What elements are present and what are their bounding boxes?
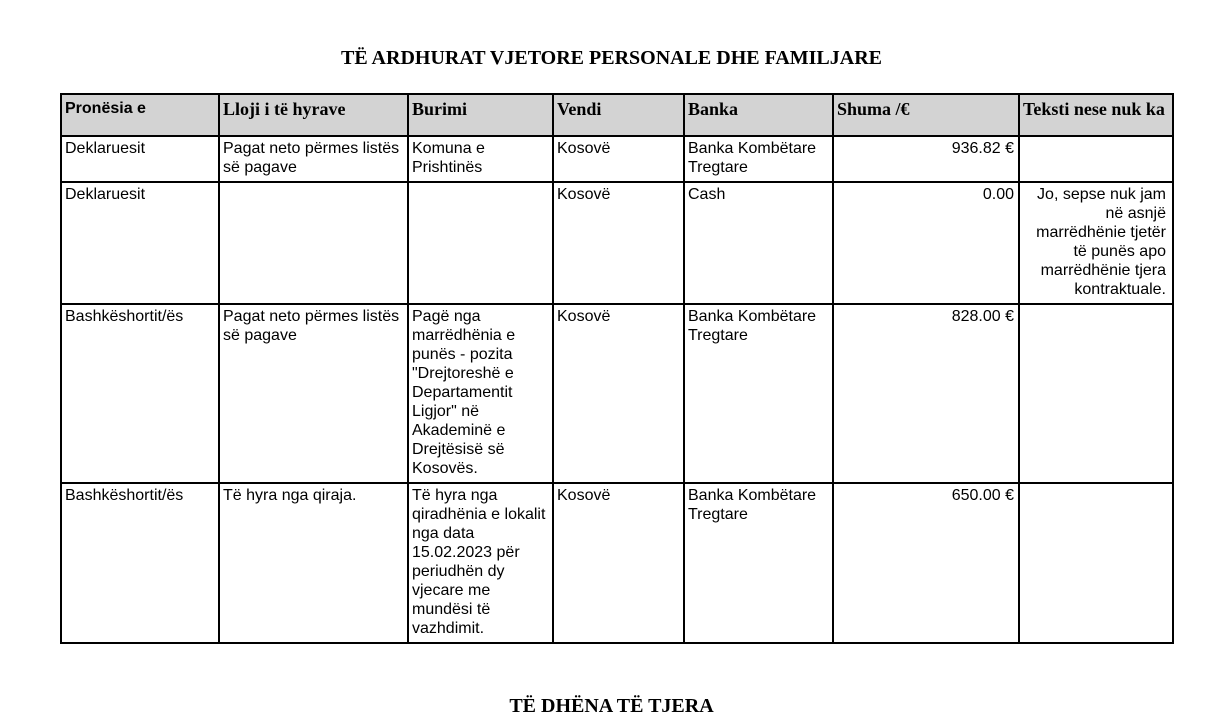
cell-source <box>408 182 553 304</box>
page-title: TË ARDHURAT VJETORE PERSONALE DHE FAMILJARE <box>340 47 882 69</box>
cell-owner: Deklaruesit <box>61 136 219 182</box>
income-table <box>60 93 1174 644</box>
header-country: Vendi <box>553 94 684 136</box>
table-row <box>61 483 1173 643</box>
cell-type: Pagat neto përmes listës së pagave <box>219 136 408 182</box>
cell-country: Kosovë <box>553 182 684 304</box>
table-header-row <box>61 94 1173 136</box>
cell-country: Kosovë <box>553 136 684 182</box>
section-title: TË DHËNA TË TJERA <box>509 695 714 717</box>
cell-amount: 936.82 € <box>833 136 1019 182</box>
cell-country: Kosovë <box>553 483 684 643</box>
cell-amount: 828.00 € <box>833 304 1019 483</box>
header-income-type: Lloji i të hyrave <box>219 94 408 136</box>
cell-note <box>1019 136 1173 182</box>
cell-bank: Banka Kombëtare Tregtare <box>684 304 833 483</box>
header-ownership: Pronësia e <box>61 94 219 136</box>
cell-type <box>219 182 408 304</box>
cell-owner: Bashkëshortit/ës <box>61 483 219 643</box>
cell-source: Komuna e Prishtinës <box>408 136 553 182</box>
cell-note: Jo, sepse nuk jam në asnjë marrëdhënie tjetër të punës apo marrëdhënie tjera kontraktuale. <box>1019 182 1173 304</box>
cell-note <box>1019 483 1173 643</box>
header-source: Burimi <box>408 94 553 136</box>
cell-note <box>1019 304 1173 483</box>
cell-bank: Banka Kombëtare Tregtare <box>684 136 833 182</box>
header-bank: Banka <box>684 94 833 136</box>
table-row <box>61 182 1173 304</box>
header-note: Teksti nese nuk ka <box>1019 94 1173 136</box>
cell-type: Të hyra nga qiraja. <box>219 483 408 643</box>
cell-amount: 0.00 <box>833 182 1019 304</box>
cell-type: Pagat neto përmes listës së pagave <box>219 304 408 483</box>
cell-amount: 650.00 € <box>833 483 1019 643</box>
cell-bank: Cash <box>684 182 833 304</box>
cell-bank: Banka Kombëtare Tregtare <box>684 483 833 643</box>
cell-source: Të hyra nga qiradhënia e lokalit nga data 15.02.2023 për periudhën dy vjecare me mundësi të vazhdimit. <box>408 483 553 643</box>
header-amount: Shuma /€ <box>833 94 1019 136</box>
table-row <box>61 136 1173 182</box>
cell-country: Kosovë <box>553 304 684 483</box>
table-row <box>61 304 1173 483</box>
cell-owner: Bashkëshortit/ës <box>61 304 219 483</box>
cell-owner: Deklaruesit <box>61 182 219 304</box>
cell-source: Pagë nga marrëdhënia e punës - pozita "Drejtoreshë e Departamentit Ligjor" në Akademinë e Drejtësisë së Kosovës. <box>408 304 553 483</box>
